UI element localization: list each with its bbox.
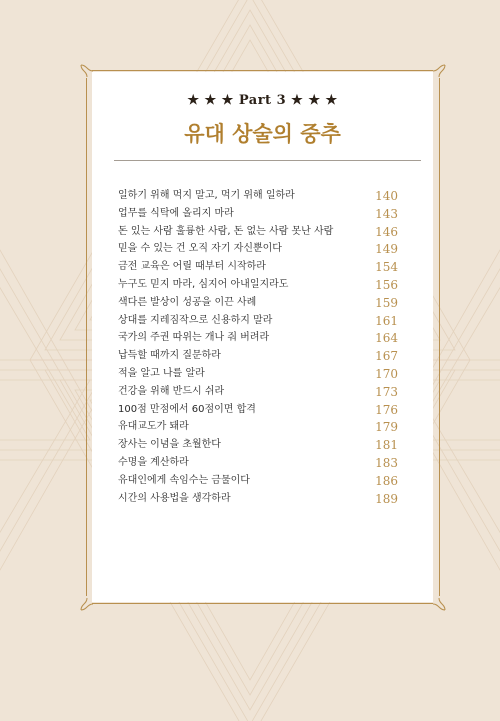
toc-entry[interactable] [118, 347, 398, 365]
frame-bottom-line [92, 603, 433, 604]
toc-entry-page: 170 [375, 366, 398, 381]
toc-entry-page: 183 [375, 455, 398, 470]
toc-entry-page: 146 [375, 224, 398, 239]
toc-entry-title: 누구도 믿지 마라, 심지어 아내일지라도 [118, 278, 289, 290]
toc-entry-page: 149 [375, 242, 398, 257]
toc-entry-page: 143 [375, 206, 398, 221]
toc-entry-title: 시간의 사용법을 생각하라 [118, 492, 231, 504]
frame-right-line [439, 78, 440, 596]
toc-entry-page: 179 [375, 420, 398, 435]
frame-left-line [86, 78, 87, 596]
toc-entry-page: 173 [375, 384, 398, 399]
toc-entry[interactable] [118, 418, 398, 436]
frame-top-line [92, 70, 433, 71]
toc-entry-page: 156 [375, 277, 398, 292]
toc-entry-page: 186 [375, 473, 398, 488]
toc-entry-page: 189 [375, 491, 398, 506]
toc-entry-page: 164 [375, 331, 398, 346]
toc-entry-page: 154 [375, 260, 398, 275]
toc-entry-title: 적을 알고 나를 알라 [118, 367, 205, 379]
toc-entry-title: 장사는 이념을 초월한다 [118, 439, 221, 451]
toc-entry[interactable] [118, 258, 398, 276]
table-of-contents [118, 187, 398, 507]
toc-entry-page: 167 [375, 349, 398, 364]
toc-entry-title: 일하기 위해 먹지 말고, 먹기 위해 일하라 [118, 190, 295, 201]
toc-entry-title: 수명을 계산하라 [118, 456, 189, 468]
toc-entry[interactable] [118, 223, 398, 241]
toc-entry-page: 181 [375, 438, 398, 453]
toc-entry[interactable] [118, 205, 398, 223]
corner-ornament-bottom-right [432, 597, 446, 611]
toc-entry[interactable] [118, 294, 398, 312]
toc-entry-title: 100점 만점에서 60점이면 합격 [118, 403, 256, 415]
toc-entry-page: 159 [375, 295, 398, 310]
toc-entry[interactable] [118, 240, 398, 258]
toc-entry[interactable] [118, 454, 398, 472]
toc-entry-title: 돈 있는 사람 훌륭한 사람, 돈 없는 사람 못난 사람 [118, 225, 334, 237]
toc-entry[interactable] [118, 312, 398, 330]
toc-entry[interactable] [118, 490, 398, 508]
toc-entry-title: 상대를 지레짐작으로 신용하지 말라 [118, 314, 273, 326]
corner-ornament-top-right [432, 64, 446, 78]
corner-ornament-bottom-left [80, 597, 94, 611]
toc-entry-title: 국가의 주권 따위는 개나 줘 버려라 [118, 332, 270, 344]
toc-entry[interactable] [118, 276, 398, 294]
toc-entry-title: 유대인에게 속임수는 금물이다 [118, 474, 250, 486]
toc-entry-page: 161 [375, 313, 398, 328]
toc-entry-title: 금전 교육은 어릴 때부터 시작하라 [118, 261, 266, 273]
toc-entry-page: 140 [375, 189, 398, 203]
toc-entry-title: 건강을 위해 반드시 쉬라 [118, 385, 225, 397]
toc-entry[interactable] [118, 383, 398, 401]
toc-entry-page: 176 [375, 402, 398, 417]
toc-entry-title: 납득할 때까지 질문하라 [118, 350, 221, 362]
toc-entry[interactable] [118, 187, 398, 205]
toc-entry[interactable] [118, 472, 398, 490]
toc-entry[interactable] [118, 401, 398, 419]
toc-entry[interactable] [118, 329, 398, 347]
chapter-title: 유대 상술의 중추 [184, 122, 341, 146]
toc-entry-title: 유대교도가 돼라 [118, 421, 189, 433]
toc-entry[interactable] [118, 436, 398, 454]
toc-entry-title: 믿을 수 있는 건 오직 자기 자신뿐이다 [118, 243, 282, 255]
corner-ornament-top-left [80, 64, 94, 78]
toc-entry-title: 색다른 발상이 성공을 이끈 사례 [118, 296, 257, 308]
title-divider [114, 160, 421, 161]
toc-entry-title: 업무를 식탁에 올리지 마라 [118, 207, 234, 219]
part-label: ★ ★ ★ Part 3 ★ ★ ★ [187, 93, 338, 108]
toc-entry[interactable] [118, 365, 398, 383]
